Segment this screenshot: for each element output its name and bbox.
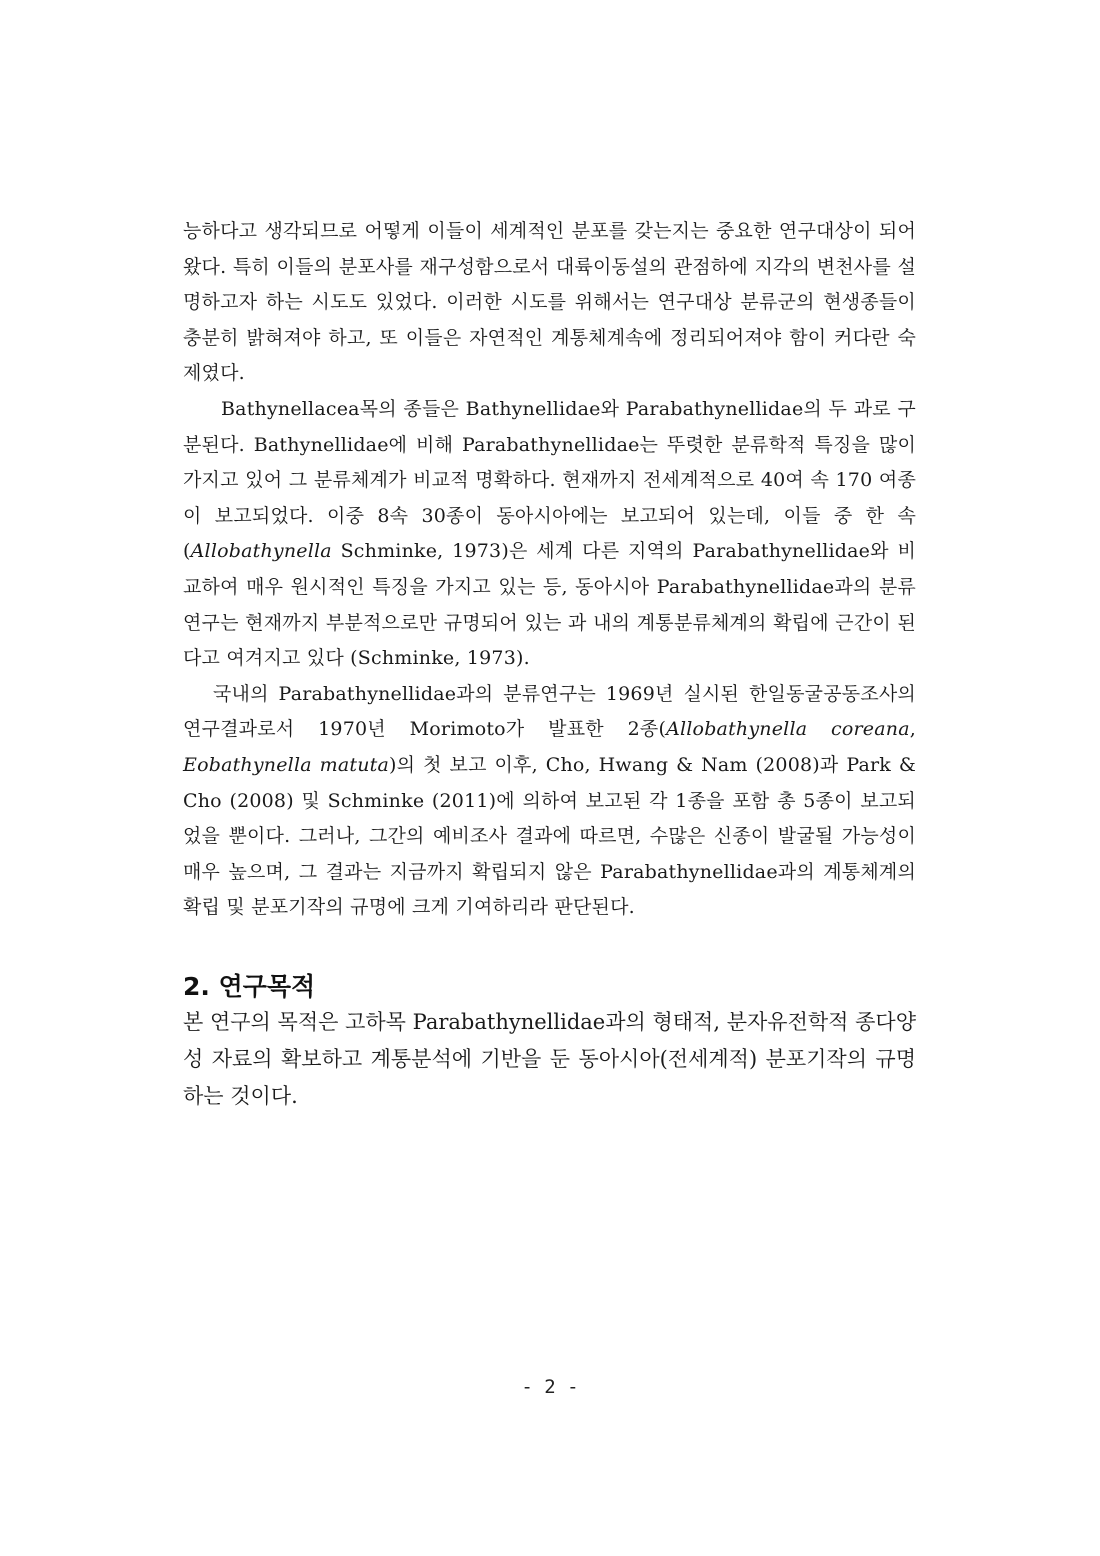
- species-name-2: Eobathynella matuta: [183, 753, 390, 776]
- species-separator: ,: [909, 718, 916, 741]
- paragraph-3-text-b: )의 첫 보고 이후, Cho, Hwang & Nam (2008)과 Park & Cho (2008) 및 Schminke (2011)에 의하여 보고된 각 1종을 포함 총 5종이 보고되었을 뿐이다. 그러나, 그간의 예비조사 결과에 따르면, 수많은 신종이 발굴될 가능성이 매우 높으며, 그 결과는 지금까지 확립되지 않은 Parabathynellidae과의 계통체계의 확립 및 분포기작의 규명에 크게 기여하리라 판단된다.: [183, 753, 916, 919]
- genus-name: Allobathynella: [190, 540, 332, 563]
- section-heading: 2. 연구목적: [183, 971, 316, 1001]
- section-body: [183, 1004, 916, 1115]
- body-paragraph-2: [183, 392, 916, 677]
- paragraph-3-text-a: 국내의 Parabathynellidae과의 분류연구는 1969년 실시된 한일동굴공동조사의 연구결과로서 1970년 Morimoto가 발표한 2종(: [183, 682, 916, 741]
- paragraph-2-text-a: Bathynellacea목의 종들은 Bathynellidae와 Parabathynellidae의 두 과로 구분된다. Bathynellidae에 비해 Parabathynellidae는 뚜렷한 분류학적 특징을 많이 가지고 있어 그 분류체계가 비교적 명확하다. 현재까지 전세계적으로 40여 속 170 여종이 보고되었다. 이중 8속 30종이 동아시아에는 보고되어 있는데, 이들 중 한 속(: [183, 397, 916, 563]
- paragraph-1-text: 능하다고 생각되므로 어떻게 이들이 세계적인 분포를 갖는지는 중요한 연구대상이 되어왔다. 특히 이들의 분포사를 재구성함으로서 대륙이동설의 관점하에 지각의 변천사를 설명하고자 하는 시도도 있었다. 이러한 시도를 위해서는 연구대상 분류군의 현생종들이 충분히 밝혀져야 하고, 또 이들은 자연적인 계통체계속에 정리되어져야 함이 커다란 숙제였다.: [183, 220, 916, 385]
- paragraph-2-text-b: Schminke, 1973)은 세계 다른 지역의 Parabathynellidae와 비교하여 매우 원시적인 특징을 가지고 있는 등, 동아시아 Parabathynellidae과의 분류연구는 현재까지 부분적으로만 규명되어 있는 과 내의 계통분류체계의 확립에 근간이 된다고 여겨지고 있다 (Schminke, 1973).: [183, 540, 916, 670]
- page-number: - 2 -: [521, 1376, 579, 1398]
- section-body-text: 본 연구의 목적은 고하목 Parabathynellidae과의 형태적, 분자유전학적 종다양성 자료의 확보하고 계통분석에 기반을 둔 동아시아(전세계적) 분포기작의 규명하는 것이다.: [183, 1009, 916, 1108]
- species-name-1: Allobathynella coreana: [666, 718, 910, 741]
- body-paragraph-1: [183, 214, 916, 392]
- body-paragraph-3: [183, 677, 916, 926]
- page-content: [183, 214, 916, 1115]
